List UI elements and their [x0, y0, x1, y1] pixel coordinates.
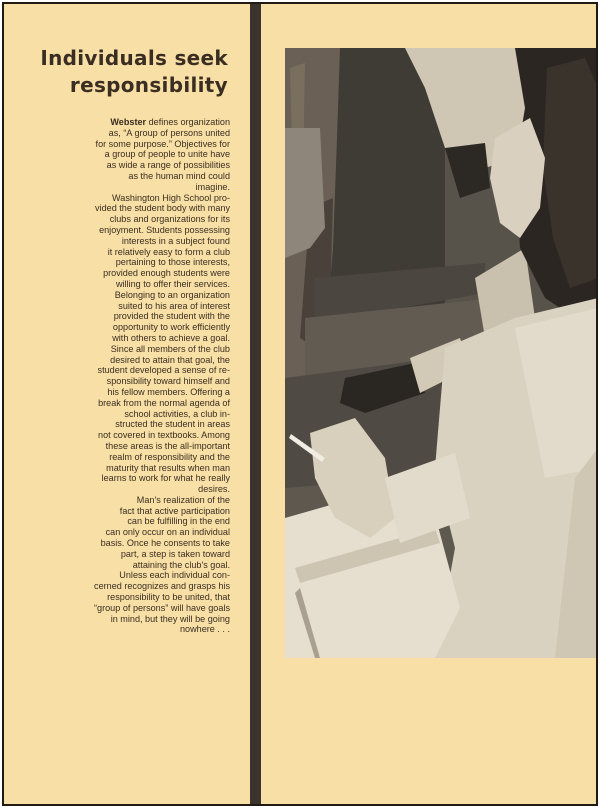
- article-line: for some purpose.” Objectives for: [95, 138, 230, 149]
- article-line: fact that active participation: [119, 505, 230, 516]
- article-line: a group of people to unite have: [104, 149, 230, 160]
- article-line: with others to achieve a goal.: [112, 332, 230, 343]
- article-line: these areas is the all-important: [105, 440, 230, 451]
- article-line: vided the student body with many: [95, 203, 230, 214]
- headline: [14, 45, 228, 99]
- headline-line-2: responsibility: [69, 73, 228, 97]
- student-photo: [285, 48, 598, 658]
- article-line: interests in a subject found: [121, 235, 230, 246]
- article-line: part, a step is taken toward: [120, 548, 230, 559]
- article-line: school activities, a club in-: [124, 408, 230, 419]
- article-body: [64, 117, 230, 635]
- article-line: it relatively easy to form a club: [107, 246, 230, 257]
- article-line: Belonging to an organization: [114, 289, 230, 300]
- article-line: maturity that results when man: [106, 462, 230, 473]
- article-line: desired to attain that goal, the: [110, 354, 230, 365]
- lead-word: Webster: [110, 117, 147, 127]
- article-line: sponsibility toward himself and: [106, 376, 230, 387]
- article-line: desires.: [198, 484, 230, 495]
- yearbook-page: [2, 2, 598, 806]
- article-line: opportunity to work efficiently: [112, 322, 230, 333]
- article-line: can be fulfilling in the end: [127, 516, 230, 527]
- article-line: in mind, but they will be going: [110, 613, 230, 624]
- article-line: Since all members of the club: [110, 343, 230, 354]
- article-line: can only occur on an individual: [105, 527, 230, 538]
- article-line: as, “A group of persons united: [108, 127, 230, 138]
- article-line-text: defines organization: [146, 117, 230, 127]
- article-line: basis. Once he consents to take: [100, 538, 230, 549]
- article-line: break from the normal agenda of: [98, 397, 230, 408]
- article-line: as the human mind could: [128, 170, 230, 181]
- article-line: cerned recognizes and grasps his: [94, 581, 230, 592]
- article-line: responsibility to be united, that: [107, 592, 230, 603]
- article-line: pertaining to those interests,: [115, 257, 230, 268]
- column-divider: [250, 4, 261, 804]
- article-line: nowhere . . .: [179, 624, 230, 635]
- article-line: Washington High School pro-: [112, 192, 230, 203]
- article-line: provided enough students were: [103, 268, 230, 279]
- article-line: learns to work for what he really: [101, 473, 230, 484]
- article-line: as wide a range of possibilities: [106, 160, 230, 171]
- article-line: provided the student with the: [113, 311, 230, 322]
- article-line: student developed a sense of re-: [97, 365, 230, 376]
- article-line: realm of responsibility and the: [109, 451, 230, 462]
- article-line: Man's realization of the: [136, 494, 230, 505]
- article-line: Unless each individual con-: [119, 570, 230, 581]
- article-line: not covered in textbooks. Among: [98, 430, 230, 441]
- article-line: suited to his area of interest: [118, 300, 230, 311]
- article-line: his fellow members. Offering a: [107, 386, 230, 397]
- article-line: clubs and organizations for its: [109, 214, 230, 225]
- article-line: imagine.: [195, 181, 230, 192]
- article-line: attaining the club's goal.: [132, 559, 230, 570]
- headline-line-1: Individuals seek: [40, 46, 228, 70]
- article-line: structed the student in areas: [115, 419, 230, 430]
- article-line: “group of persons” will have goals: [94, 602, 230, 613]
- article-line: willing to offer their services.: [115, 278, 230, 289]
- article-line: enjoyment. Students possessing: [99, 224, 230, 235]
- article-line: [64, 117, 230, 128]
